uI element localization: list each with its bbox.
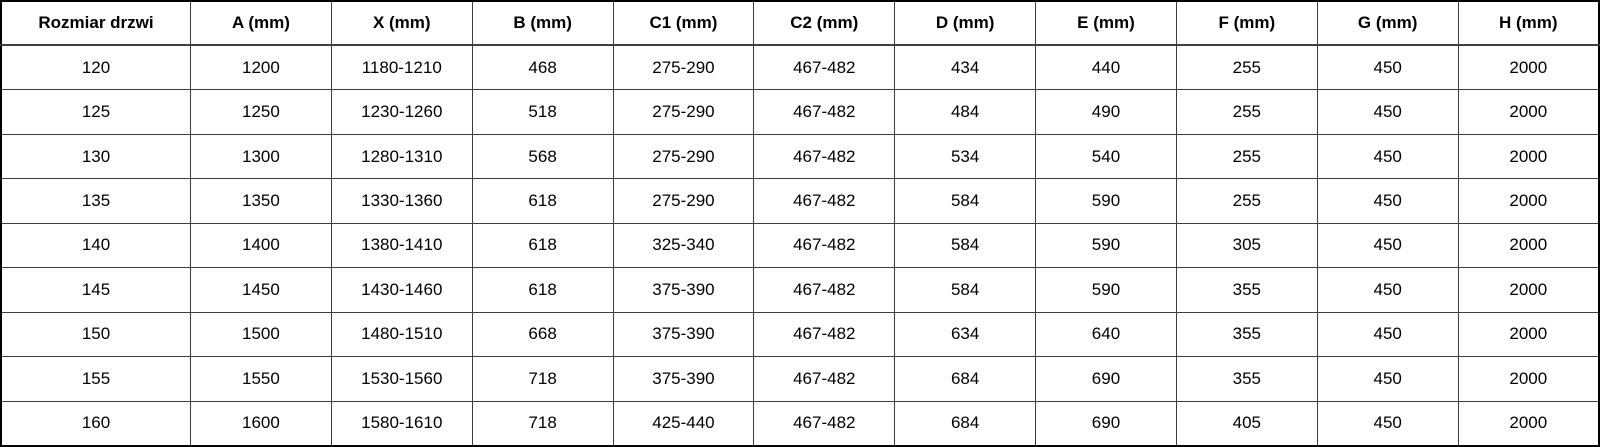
table-cell: 590 [1036,268,1177,312]
table-row [1,357,1599,401]
table-cell: 450 [1317,45,1458,90]
table-cell: 450 [1317,134,1458,178]
table-row [1,223,1599,267]
table-cell: 425-440 [613,401,754,446]
table-cell: 2000 [1458,134,1599,178]
table-cell: 518 [472,90,613,134]
table-cell: 1200 [191,45,332,90]
table-cell: 275-290 [613,134,754,178]
table-row [1,179,1599,223]
table-cell: 1380-1410 [331,223,472,267]
table-cell: 1280-1310 [331,134,472,178]
table-cell: 540 [1036,134,1177,178]
table-cell: 640 [1036,312,1177,356]
table-cell: 467-482 [754,179,895,223]
table-cell: 467-482 [754,268,895,312]
table-cell: 618 [472,268,613,312]
table-cell: 275-290 [613,90,754,134]
table-cell: 467-482 [754,134,895,178]
table-cell: 375-390 [613,357,754,401]
table-cell: 618 [472,179,613,223]
table-cell: 668 [472,312,613,356]
header-cell: Rozmiar drzwi [1,1,191,45]
table-cell: 467-482 [754,312,895,356]
table-cell: 275-290 [613,45,754,90]
table-cell: 1530-1560 [331,357,472,401]
header-cell: H (mm) [1458,1,1599,45]
table-cell: 490 [1036,90,1177,134]
table-cell: 2000 [1458,179,1599,223]
table-cell: 2000 [1458,357,1599,401]
table-cell: 1500 [191,312,332,356]
table-cell: 1230-1260 [331,90,472,134]
table-cell: 1600 [191,401,332,446]
table-cell: 434 [895,45,1036,90]
table-cell: 450 [1317,223,1458,267]
table-cell: 405 [1176,401,1317,446]
table-cell: 690 [1036,401,1177,446]
table-cell: 467-482 [754,223,895,267]
table-cell: 160 [1,401,191,446]
table-cell: 135 [1,179,191,223]
header-row [1,1,1599,45]
table-cell: 1180-1210 [331,45,472,90]
header-cell: C2 (mm) [754,1,895,45]
table-row [1,312,1599,356]
table-cell: 1550 [191,357,332,401]
table-row [1,134,1599,178]
table-cell: 355 [1176,268,1317,312]
table-cell: 155 [1,357,191,401]
table-cell: 375-390 [613,268,754,312]
table-cell: 145 [1,268,191,312]
table-cell: 2000 [1458,401,1599,446]
table-cell: 255 [1176,134,1317,178]
table-cell: 467-482 [754,45,895,90]
table-cell: 1300 [191,134,332,178]
table-cell: 590 [1036,179,1177,223]
header-cell: X (mm) [331,1,472,45]
table-cell: 1350 [191,179,332,223]
table-cell: 2000 [1458,223,1599,267]
table-cell: 450 [1317,357,1458,401]
table-header [1,1,1599,45]
table-cell: 130 [1,134,191,178]
table-cell: 634 [895,312,1036,356]
table-cell: 355 [1176,357,1317,401]
table-cell: 568 [472,134,613,178]
header-cell: E (mm) [1036,1,1177,45]
table-cell: 2000 [1458,312,1599,356]
table-cell: 450 [1317,401,1458,446]
table-row [1,401,1599,446]
table-cell: 275-290 [613,179,754,223]
table-cell: 584 [895,179,1036,223]
table-cell: 450 [1317,268,1458,312]
header-cell: F (mm) [1176,1,1317,45]
table-cell: 618 [472,223,613,267]
table-body [1,45,1599,446]
table-cell: 584 [895,223,1036,267]
table-cell: 467-482 [754,90,895,134]
table-cell: 468 [472,45,613,90]
table-cell: 120 [1,45,191,90]
table-cell: 305 [1176,223,1317,267]
table-cell: 375-390 [613,312,754,356]
table-cell: 2000 [1458,268,1599,312]
header-cell: G (mm) [1317,1,1458,45]
table-cell: 1580-1610 [331,401,472,446]
table-cell: 255 [1176,179,1317,223]
table-cell: 2000 [1458,45,1599,90]
table-cell: 684 [895,357,1036,401]
table-row [1,268,1599,312]
table-cell: 450 [1317,90,1458,134]
table-cell: 718 [472,401,613,446]
header-cell: A (mm) [191,1,332,45]
table-cell: 684 [895,401,1036,446]
table-cell: 718 [472,357,613,401]
table-cell: 2000 [1458,90,1599,134]
table-cell: 355 [1176,312,1317,356]
table-cell: 467-482 [754,401,895,446]
table-cell: 125 [1,90,191,134]
table-cell: 690 [1036,357,1177,401]
table-cell: 255 [1176,45,1317,90]
table-cell: 467-482 [754,357,895,401]
table-cell: 1450 [191,268,332,312]
table-cell: 140 [1,223,191,267]
table-cell: 450 [1317,179,1458,223]
table-cell: 325-340 [613,223,754,267]
table-cell: 255 [1176,90,1317,134]
table-cell: 484 [895,90,1036,134]
table-cell: 450 [1317,312,1458,356]
table-row [1,45,1599,90]
table-cell: 590 [1036,223,1177,267]
table-cell: 534 [895,134,1036,178]
header-cell: C1 (mm) [613,1,754,45]
header-cell: B (mm) [472,1,613,45]
table-cell: 440 [1036,45,1177,90]
table-cell: 1430-1460 [331,268,472,312]
table-cell: 584 [895,268,1036,312]
table-cell: 150 [1,312,191,356]
table-cell: 1330-1360 [331,179,472,223]
table-cell: 1400 [191,223,332,267]
header-cell: D (mm) [895,1,1036,45]
table-cell: 1250 [191,90,332,134]
table-cell: 1480-1510 [331,312,472,356]
table-row [1,90,1599,134]
